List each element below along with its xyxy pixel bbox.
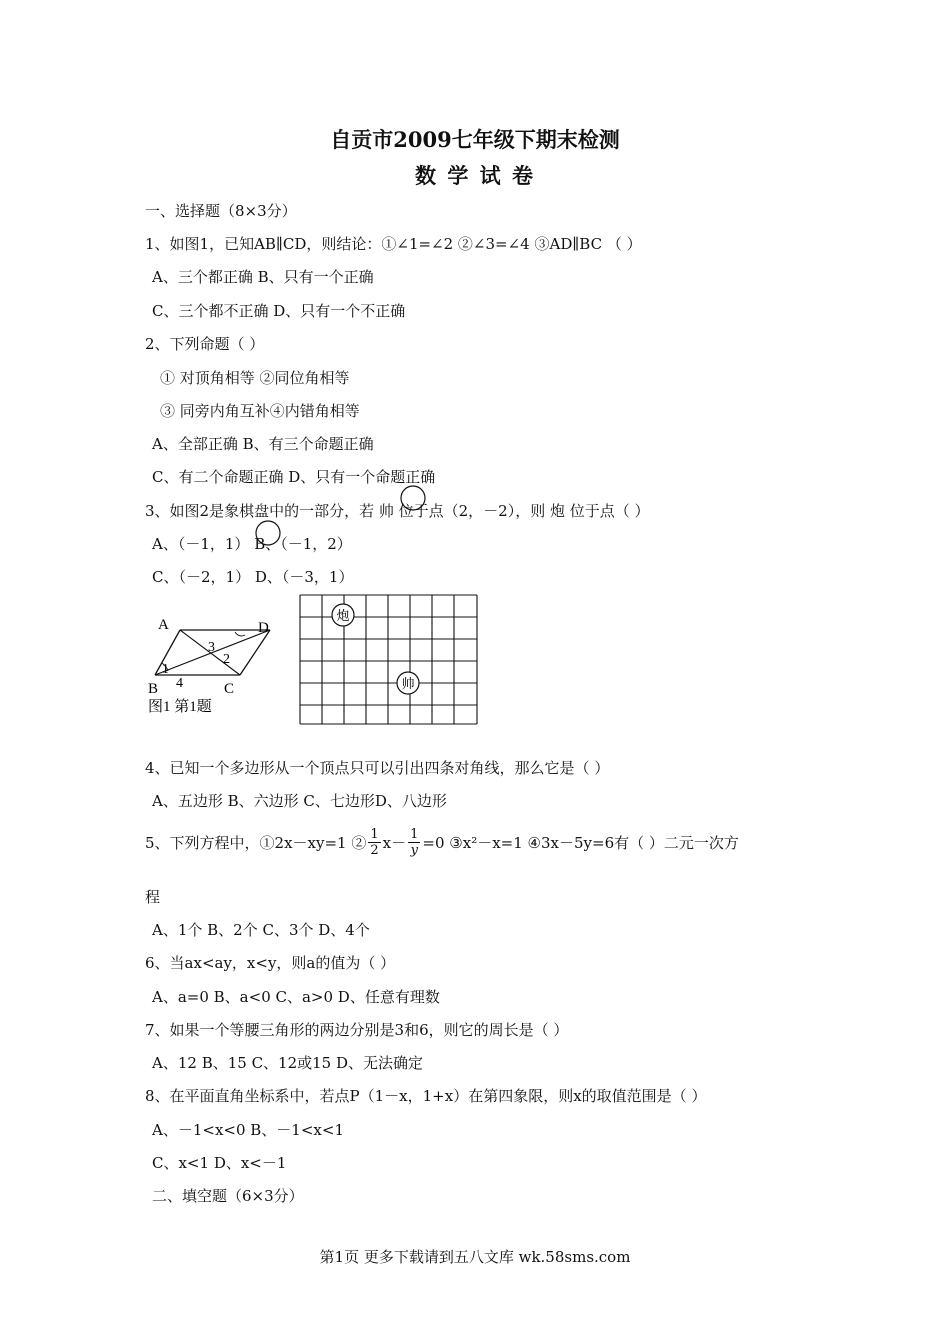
q5-fraction-y-num: 1 bbox=[410, 826, 419, 842]
fig1-label-a: A bbox=[158, 617, 169, 633]
fig1-label-b: B bbox=[148, 681, 159, 697]
q6-options: A、a=0 B、a<0 C、a>0 D、任意有理数 bbox=[152, 988, 440, 1006]
q2-stem: 2、下列命题（ ） bbox=[145, 335, 265, 353]
q5-fraction-y-den: y bbox=[410, 842, 418, 858]
q3-options-ab: A、（－1，1） B、（－1，2） bbox=[152, 535, 352, 553]
q7-options: A、12 B、15 C、12或15 D、无法确定 bbox=[152, 1054, 424, 1072]
section-choice-heading: 一、选择题（8×3分） bbox=[145, 202, 297, 220]
q2-options-ab: A、全部正确 B、有三个命题正确 bbox=[152, 435, 374, 453]
q5-fraction-half bbox=[368, 827, 380, 858]
q5-stem bbox=[145, 823, 739, 861]
q3-stem-mid: 位于点（2，－2），则 bbox=[393, 502, 550, 520]
q4-options: A、五边形 B、六边形 C、七边形D、八边形 bbox=[152, 792, 447, 810]
q6-stem: 6、当ax<ay，x<y，则a的值为（ ） bbox=[145, 954, 396, 972]
q5-stem-continued: 程 bbox=[145, 888, 161, 906]
q8-options-cd: C、x<1 D、x<－1 bbox=[152, 1154, 287, 1172]
q2-propositions-1: ① 对顶角相等 ②同位角相等 bbox=[160, 369, 350, 387]
q1-stem: 1、如图1，已知AB∥CD，则结论：①∠1=∠2 ②∠3=∠4 ③AD∥BC （ ） bbox=[145, 235, 642, 253]
q5-stem-pre: 5、下列方程中，①2x－xy=1 ② bbox=[145, 833, 367, 852]
fig2-pao-label: 炮 bbox=[336, 608, 350, 623]
fig2-grid bbox=[300, 595, 477, 724]
figure-2-chessboard bbox=[298, 593, 480, 727]
q4-stem: 4、已知一个多边形从一个顶点只可以引出四条对角线，那么它是（ ） bbox=[145, 759, 610, 777]
q5-fraction-one-over-y bbox=[408, 827, 420, 858]
fig1-angle-1: 1 bbox=[162, 662, 169, 677]
q8-stem: 8、在平面直角坐标系中，若点P（1－x，1+x）在第四象限，则x的取值范围是（ ） bbox=[145, 1087, 707, 1105]
section-fill-heading: 二、填空题（6×3分） bbox=[152, 1187, 304, 1205]
q5-options: A、1个 B、2个 C、3个 D、4个 bbox=[152, 921, 370, 939]
q1-options-cd: C、三个都不正确 D、只有一个不正确 bbox=[152, 302, 406, 320]
q3-piece-shuai: 帅 bbox=[378, 502, 394, 520]
q3-options-cd: C、（－2，1） D、（－3，1） bbox=[152, 568, 354, 586]
fig1-angle-2: 2 bbox=[223, 652, 230, 667]
q5-fraction-half-den: 2 bbox=[370, 842, 379, 858]
fig2-shuai-label: 帅 bbox=[401, 676, 415, 691]
q3-stray-circle-1 bbox=[395, 483, 435, 513]
q3-stem-pre: 3、如图2是象棋盘中的一部分，若 bbox=[145, 502, 379, 520]
page-footer: 第1页 更多下载请到五八文库 wk.58sms.com bbox=[319, 1248, 631, 1266]
fig1-angle-4: 4 bbox=[176, 676, 183, 691]
q3-piece-pao: 炮 bbox=[550, 502, 566, 520]
q5-fraction-half-num: 1 bbox=[370, 826, 379, 842]
q2-options-cd: C、有二个命题正确 D、只有一个命题正确 bbox=[152, 468, 436, 486]
fig1-label-c: C bbox=[224, 681, 235, 697]
q7-stem: 7、如果一个等腰三角形的两边分别是3和6，则它的周长是（ ） bbox=[145, 1021, 569, 1039]
q2-propositions-2: ③ 同旁内角互补④内错角相等 bbox=[160, 402, 360, 420]
fig1-side-cd bbox=[240, 630, 270, 675]
q1-options-ab: A、三个都正确 B、只有一个正确 bbox=[152, 268, 374, 286]
q5-stem-post: =0 ③x²－x=1 ④3x－5y=6有（ ）二元一次方 bbox=[422, 833, 739, 852]
fig1-caption: 图1 第1题 bbox=[148, 699, 212, 715]
q3-stem-post: 位于点（ ） bbox=[565, 502, 650, 520]
figure-1-parallelogram bbox=[140, 605, 290, 725]
fig1-label-d: D bbox=[258, 620, 269, 636]
fig1-angle-3: 3 bbox=[208, 640, 215, 655]
q8-options-ab: A、－1<x<0 B、－1<x<1 bbox=[152, 1121, 344, 1139]
fig1-angle-mark-3 bbox=[235, 632, 245, 636]
doc-subtitle: 数 学 试 卷 bbox=[415, 163, 535, 188]
doc-title: 自贡市2009七年级下期末检测 bbox=[330, 127, 620, 152]
q5-stem-mid: x－ bbox=[382, 833, 407, 852]
